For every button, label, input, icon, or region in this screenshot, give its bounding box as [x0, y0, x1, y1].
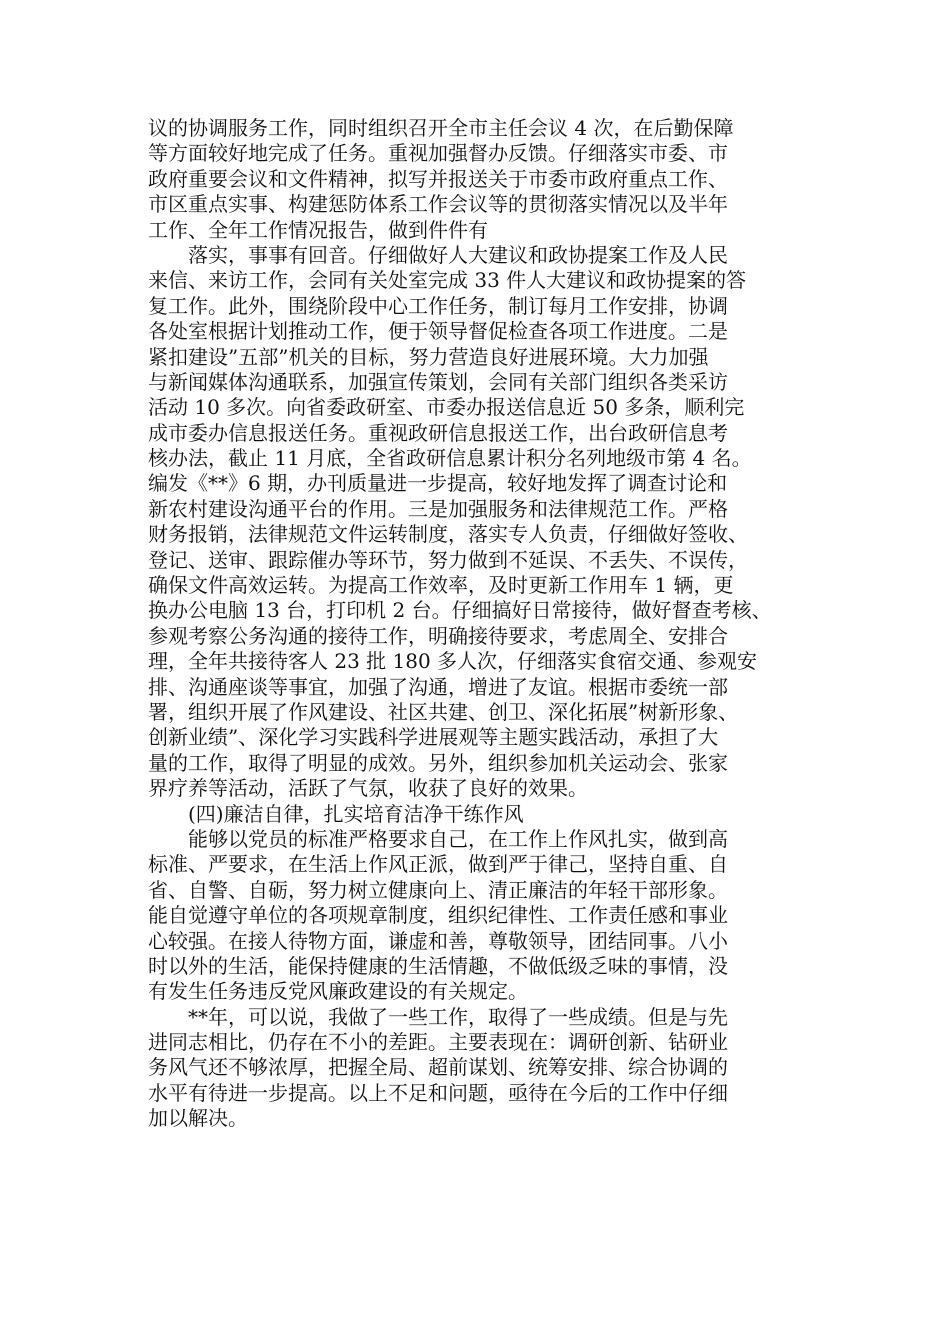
text-line: 登记、送审、跟踪催办等环节，努力做到不延误、不丢失、不误传， [148, 547, 748, 572]
paragraph-start-line: 落实，事事有回音。仔细做好人大建议和政协提案工作及人民 [188, 242, 728, 267]
text-line: 能自觉遵守单位的各项规章制度，组织纪律性、工作责任感和事业 [148, 903, 728, 928]
text-line: 各处室根据计划推动工作，便于领导督促检查各项工作进度。二是 [148, 319, 728, 344]
text-line: 省、自警、自砺，努力树立健康向上、清正廉洁的年轻干部形象。 [148, 877, 728, 902]
text-line: 水平有待进一步提高。以上不足和问题，亟待在今后的工作中仔细 [148, 1080, 728, 1105]
text-line: 政府重要会议和文件精神，拟写并报送关于市委市政府重点工作、 [148, 166, 728, 191]
text-line: 议的协调服务工作，同时组织召开全市主任会议 4 次，在后勤保障 [148, 116, 734, 140]
text-line: 务风气还不够浓厚，把握全局、超前谋划、统筹安排、综合协调的 [148, 1055, 728, 1080]
text-line: 财务报销，法律规范文件运转制度，落实专人负责，仔细做好签收、 [148, 522, 748, 547]
paragraph-start-line: **年，可以说，我做了一些工作，取得了一些成绩。但是与先 [188, 1004, 728, 1029]
text-line: 量的工作，取得了明显的成效。另外，组织参加机关运动会、张家 [148, 750, 728, 775]
text-line: 换办公电脑 13 台，打印机 2 台。仔细搞好日常接待，做好督查考核、 [148, 598, 772, 623]
text-line: 核办法，截止 11 月底，全省政研信息累计积分名列地级市第 4 名。 [148, 446, 752, 471]
text-line: 时以外的生活，能保持健康的生活情趣，不做低级乏味的事情，没 [148, 953, 728, 978]
text-line: 进同志相比，仍存在不小的差距。主要表现在：调研创新、钻研业 [148, 1030, 728, 1055]
text-line: 工作、全年工作情况报告，做到件件有 [148, 217, 488, 242]
text-line: 加以解决。 [148, 1106, 248, 1131]
text-line: 标准、严要求，在生活上作风正派，做到严于律己，坚持自重、自 [148, 852, 728, 877]
section-heading: (四)廉洁自律，扎实培育洁净干练作风 [188, 801, 524, 826]
text-line: 界疗养等活动，活跃了气氛，收获了良好的效果。 [148, 776, 588, 801]
text-line: 新农村建设沟通平台的作用。三是加强服务和法律规范工作。严格 [148, 496, 728, 521]
text-line: 活动 10 多次。向省委政研室、市委办报送信息近 50 多条，顺利完 [148, 395, 745, 420]
text-line: 排、沟通座谈等事宜，加强了沟通，增进了友谊。根据市委统一部 [148, 674, 728, 699]
text-line: 来信、来访工作，会同有关处室完成 33 件人大建议和政协提案的答 [148, 268, 747, 293]
text-line: 署，组织开展了作风建设、社区共建、创卫、深化拓展”树新形象、 [148, 699, 739, 724]
text-line: 理，全年共接待客人 23 批 180 多人次，仔细落实食宿交通、参观安 [148, 649, 758, 674]
text-line: 参观考察公务沟通的接待工作，明确接待要求，考虑周全、安排合 [148, 623, 728, 648]
text-line: 心较强。在接人待物方面，谦虚和善，尊敬领导，团结同事。八小 [148, 928, 728, 953]
text-line: 与新闻媒体沟通联系，加强宣传策划，会同有关部门组织各类采访 [148, 369, 728, 394]
body-text [148, 116, 828, 1132]
text-line: 等方面较好地完成了任务。重视加强督办反馈。仔细落实市委、市 [148, 141, 728, 166]
paragraph-start-line: 能够以党员的标准严格要求自己，在工作上作风扎实，做到高 [188, 826, 728, 851]
text-line: 成市委办信息报送任务。重视政研信息报送工作，出台政研信息考 [148, 420, 728, 445]
text-line: 有发生任务违反党风廉政建设的有关规定。 [148, 979, 528, 1004]
text-line: 确保文件高效运转。为提高工作效率，及时更新工作用车 1 辆，更 [148, 573, 734, 598]
text-line: 编发《**》6 期，办刊质量进一步提高，较好地发挥了调查讨论和 [148, 471, 728, 496]
text-line: 市区重点实事、构建惩防体系工作会议等的贯彻落实情况以及半年 [148, 192, 728, 217]
text-line: 创新业绩”、深化学习实践科学进展观等主题实践活动，承担了大 [148, 725, 719, 750]
text-line: 复工作。此外，围绕阶段中心工作任务，制订每月工作安排，协调 [148, 293, 728, 318]
text-line: 紧扣建设”五部”机关的目标，努力营造良好进展环境。大力加强 [148, 344, 709, 369]
